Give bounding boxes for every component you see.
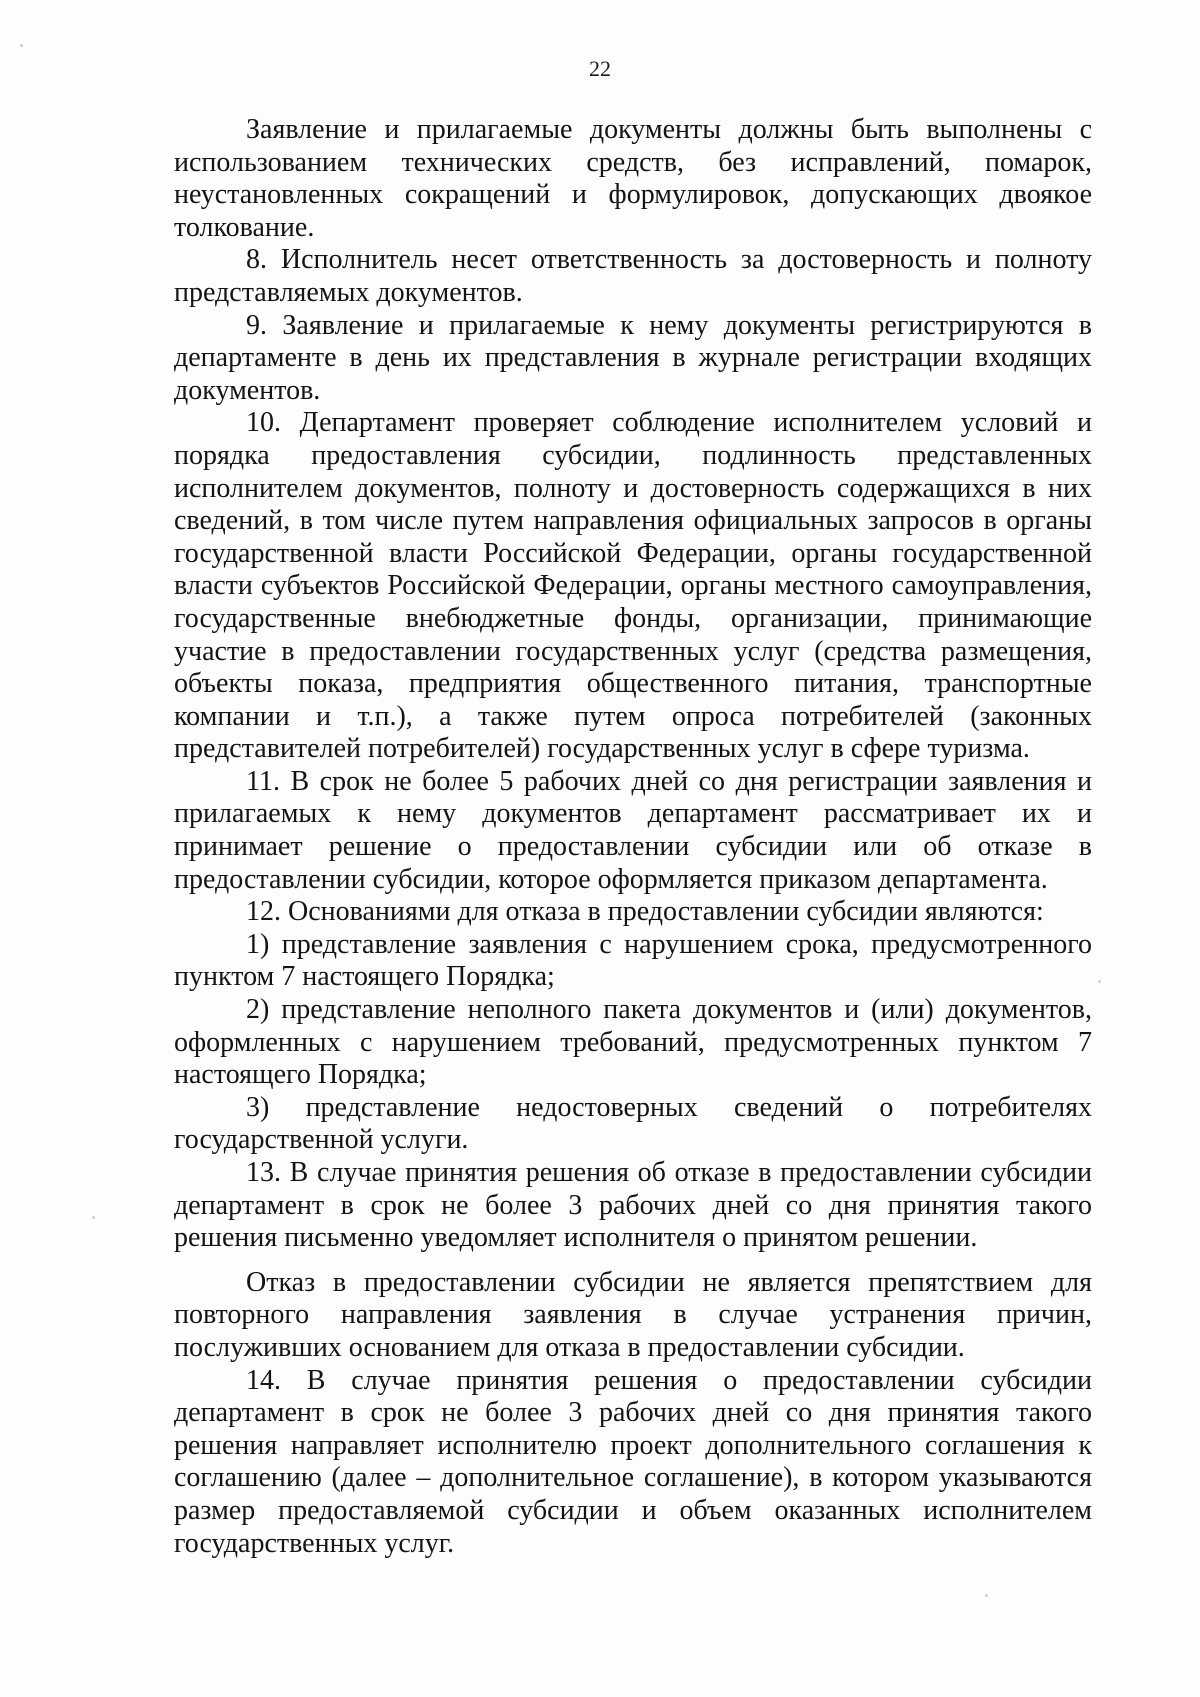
- scan-speck: [985, 1594, 988, 1597]
- paragraph-item-8: 8. Исполнитель несет ответственность за достоверность и полноту представляемых документов.: [174, 244, 1092, 308]
- scan-speck: [1098, 980, 1101, 983]
- paragraph-application-requirements: Заявление и прилагаемые документы должны быть выполнены с использованием технических средств, без исправлений, помарок, неустановленных сокращений и формулировок, допускающих двоякое толкование.: [174, 114, 1092, 243]
- paragraph-subitem-2: 2) представление неполного пакета документов и (или) документов, оформленных с нарушением требований, предусмотренных пунктом 7 настоящего Порядка;: [174, 994, 1092, 1091]
- paragraph-subitem-1: 1) представление заявления с нарушением срока, предусмотренного пунктом 7 настоящего Порядка;: [174, 928, 1092, 993]
- paragraph-item-11: 11. В срок не более 5 рабочих дней со дня регистрации заявления и прилагаемых к нему документов департамент рассматривает их и принимает решение о предоставлении субсидии или об отказе в предоставлении субсидии, которое оформляется приказом департамента.: [174, 765, 1092, 895]
- paragraph-refusal-note: Отказ в предоставлении субсидии не является препятствием для повторного направления заявления в случае устранения причин, послуживших основанием для отказа в предоставлении субсидии.: [174, 1266, 1092, 1363]
- paragraph-subitem-3: 3) представление недостоверных сведений о потребителях государственной услуги.: [174, 1091, 1092, 1156]
- scan-speck: [20, 44, 23, 47]
- paragraph-item-14: 14. В случае принятия решения о предоставлении субсидии департамент в срок не более 3 рабочих дней со дня принятия такого решения направляет исполнителю проект дополнительного соглашения к соглашению (далее – дополнительное соглашение), в котором указываются размер предоставляемой субсидии и объем оказанных исполнителем государственных услуг.: [174, 1364, 1092, 1559]
- paragraph-item-12: 12. Основаниями для отказа в предоставлении субсидии являются:: [246, 896, 1044, 928]
- paragraph-item-10: 10. Департамент проверяет соблюдение исполнителем условий и порядка предоставления субсидии, подлинность представленных исполнителем документов, полноту и достоверность содержащихся в них сведений, в том числе путем направления официальных запросов в органы государственной власти Российской Федерации, органы государственной власти субъектов Российской Федерации, органы местного самоуправления, государственные внебюджетные фонды, организации, принимающие участие в предоставлении государственных услуг (средства размещения, объекты показа, предприятия общественного питания, транспортные компании и т.п.), а также путем опроса потребителей (законных представителей потребителей) государственных услуг в сфере туризма.: [174, 407, 1092, 765]
- document-body: [174, 114, 1092, 1560]
- scan-speck: [92, 1216, 95, 1219]
- page-number: 22: [589, 56, 611, 81]
- paragraph-item-9: 9. Заявление и прилагаемые к нему документы регистрируются в департаменте в день их представления в журнале регистрации входящих документов.: [174, 309, 1092, 406]
- paragraph-item-13: 13. В случае принятия решения об отказе в предоставлении субсидии департамент в срок не более 3 рабочих дней со дня принятия такого решения письменно уведомляет исполнителя о принятом решении.: [174, 1157, 1092, 1254]
